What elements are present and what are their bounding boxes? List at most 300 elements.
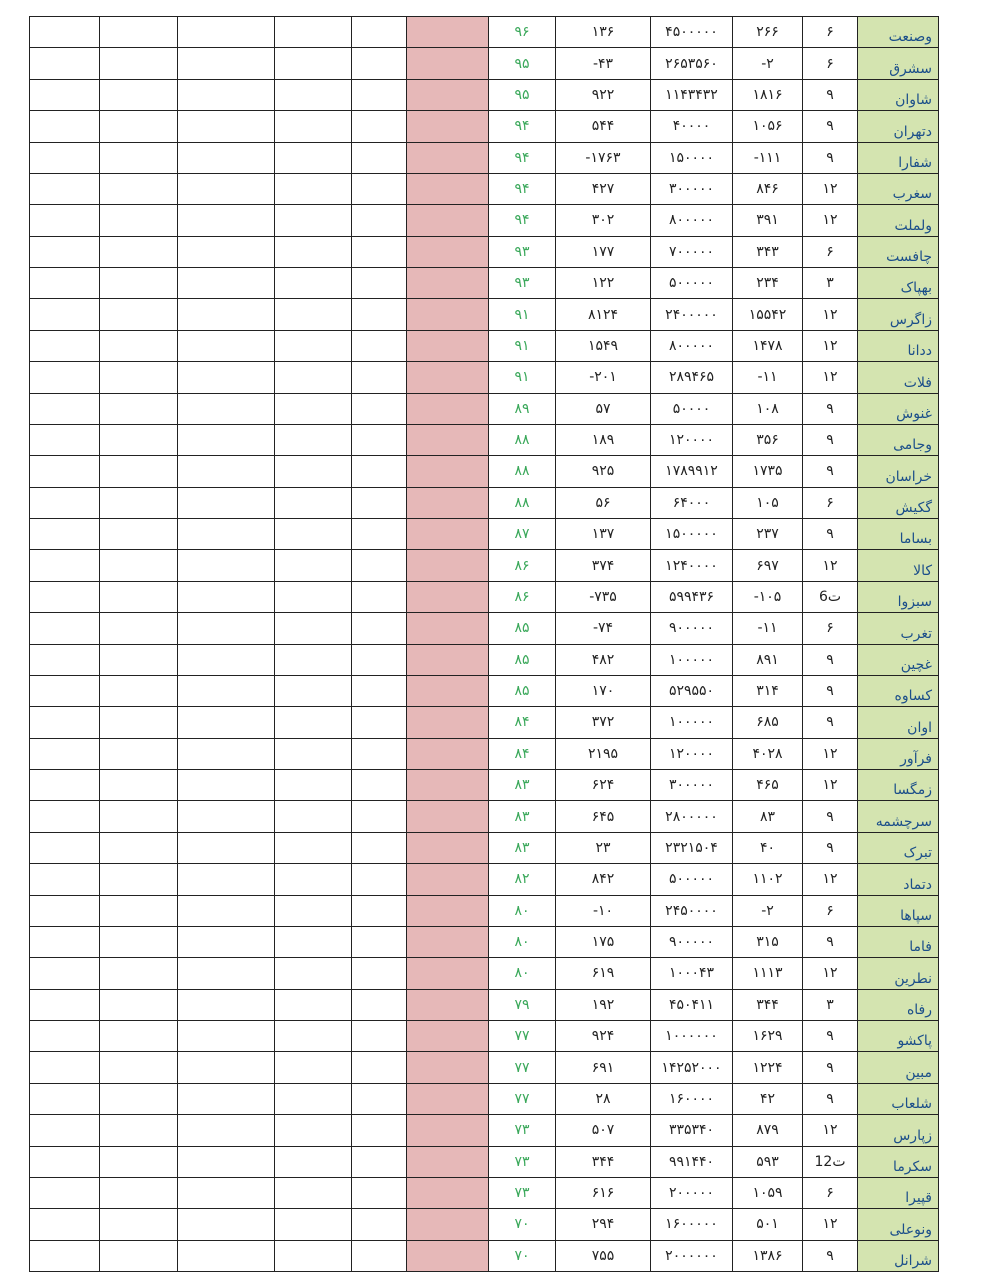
symbol-cell[interactable] (858, 738, 939, 769)
value-cell[interactable]: -۱۱ (733, 613, 803, 644)
empty-cell[interactable] (178, 989, 275, 1020)
period-cell[interactable]: ۱۲ (803, 362, 858, 393)
change-cell[interactable]: ۹۲۵ (556, 456, 651, 487)
volume-cell[interactable]: ۷۰۰۰۰۰ (651, 236, 733, 267)
empty-cell[interactable] (352, 487, 407, 518)
empty-cell[interactable] (352, 1146, 407, 1177)
empty-cell[interactable] (100, 1083, 178, 1114)
empty-cell[interactable] (30, 1177, 100, 1208)
empty-cell[interactable] (100, 236, 178, 267)
period-cell[interactable]: ۹ (803, 644, 858, 675)
volume-cell[interactable]: ۱۱۴۳۴۳۲ (651, 79, 733, 110)
volume-cell[interactable]: ۲۰۰۰۰۰۰ (651, 1240, 733, 1271)
value-cell[interactable]: ۳۵۶ (733, 424, 803, 455)
value-cell[interactable]: ۸۳ (733, 801, 803, 832)
change-cell[interactable]: ۶۱۹ (556, 958, 651, 989)
empty-cell[interactable] (275, 801, 352, 832)
score-cell[interactable]: ۸۳ (489, 770, 556, 801)
period-cell[interactable]: ۹ (803, 393, 858, 424)
symbol-cell[interactable] (858, 770, 939, 801)
empty-cell[interactable] (100, 519, 178, 550)
highlight-cell[interactable] (407, 926, 489, 957)
highlight-cell[interactable] (407, 675, 489, 706)
period-cell[interactable]: ۱۲ (803, 205, 858, 236)
highlight-cell[interactable] (407, 362, 489, 393)
symbol-cell[interactable] (858, 1052, 939, 1083)
value-cell[interactable]: ۳۹۱ (733, 205, 803, 236)
value-cell[interactable]: ۸۷۹ (733, 1115, 803, 1146)
empty-cell[interactable] (30, 1146, 100, 1177)
empty-cell[interactable] (275, 268, 352, 299)
empty-cell[interactable] (352, 519, 407, 550)
score-cell[interactable]: ۹۳ (489, 268, 556, 299)
empty-cell[interactable] (178, 832, 275, 863)
symbol-cell[interactable] (858, 362, 939, 393)
empty-cell[interactable] (275, 142, 352, 173)
change-cell[interactable]: ۵۷ (556, 393, 651, 424)
change-cell[interactable]: ۶۹۱ (556, 1052, 651, 1083)
score-cell[interactable]: ۹۴ (489, 205, 556, 236)
period-cell[interactable]: 12ت (803, 1146, 858, 1177)
change-cell[interactable]: ۸۴۲ (556, 864, 651, 895)
empty-cell[interactable] (30, 330, 100, 361)
score-cell[interactable]: ۹۴ (489, 173, 556, 204)
score-cell[interactable]: ۷۰ (489, 1240, 556, 1271)
empty-cell[interactable] (352, 456, 407, 487)
score-cell[interactable]: ۹۱ (489, 299, 556, 330)
score-cell[interactable]: ۸۶ (489, 581, 556, 612)
period-cell[interactable]: ۹ (803, 926, 858, 957)
symbol-cell[interactable] (858, 613, 939, 644)
empty-cell[interactable] (275, 644, 352, 675)
highlight-cell[interactable] (407, 1115, 489, 1146)
empty-cell[interactable] (100, 456, 178, 487)
empty-cell[interactable] (275, 613, 352, 644)
highlight-cell[interactable] (407, 707, 489, 738)
symbol-cell[interactable] (858, 393, 939, 424)
empty-cell[interactable] (352, 205, 407, 236)
change-cell[interactable]: ۶۴۵ (556, 801, 651, 832)
empty-cell[interactable] (178, 173, 275, 204)
change-cell[interactable]: ۱۵۴۹ (556, 330, 651, 361)
empty-cell[interactable] (30, 299, 100, 330)
empty-cell[interactable] (100, 393, 178, 424)
highlight-cell[interactable] (407, 864, 489, 895)
period-cell[interactable]: ۶ (803, 1177, 858, 1208)
empty-cell[interactable] (178, 424, 275, 455)
empty-cell[interactable] (178, 79, 275, 110)
value-cell[interactable]: ۴۲ (733, 1083, 803, 1114)
symbol-cell[interactable] (858, 644, 939, 675)
empty-cell[interactable] (178, 205, 275, 236)
empty-cell[interactable] (178, 487, 275, 518)
empty-cell[interactable] (30, 79, 100, 110)
volume-cell[interactable]: ۱۲۰۰۰۰ (651, 738, 733, 769)
change-cell[interactable]: ۱۸۹ (556, 424, 651, 455)
change-cell[interactable]: ۹۲۴ (556, 1021, 651, 1052)
empty-cell[interactable] (178, 675, 275, 706)
empty-cell[interactable] (178, 519, 275, 550)
volume-cell[interactable]: ۵۰۰۰۰۰ (651, 864, 733, 895)
empty-cell[interactable] (30, 581, 100, 612)
empty-cell[interactable] (30, 644, 100, 675)
symbol-cell[interactable] (858, 675, 939, 706)
empty-cell[interactable] (352, 48, 407, 79)
symbol-cell[interactable] (858, 1146, 939, 1177)
period-cell[interactable]: ۹ (803, 1083, 858, 1114)
empty-cell[interactable] (178, 17, 275, 48)
empty-cell[interactable] (100, 675, 178, 706)
score-cell[interactable]: ۹۴ (489, 142, 556, 173)
empty-cell[interactable] (275, 1209, 352, 1240)
empty-cell[interactable] (100, 989, 178, 1020)
empty-cell[interactable] (352, 1240, 407, 1271)
value-cell[interactable]: ۳۱۵ (733, 926, 803, 957)
score-cell[interactable]: ۸۳ (489, 801, 556, 832)
change-cell[interactable]: ۱۷۰ (556, 675, 651, 706)
empty-cell[interactable] (352, 550, 407, 581)
highlight-cell[interactable] (407, 895, 489, 926)
empty-cell[interactable] (275, 989, 352, 1020)
highlight-cell[interactable] (407, 1177, 489, 1208)
score-cell[interactable]: ۸۲ (489, 864, 556, 895)
period-cell[interactable]: ۱۲ (803, 738, 858, 769)
period-cell[interactable]: ۳ (803, 989, 858, 1020)
volume-cell[interactable]: ۹۹۱۴۴۰ (651, 1146, 733, 1177)
symbol-cell[interactable] (858, 1177, 939, 1208)
empty-cell[interactable] (30, 895, 100, 926)
empty-cell[interactable] (275, 832, 352, 863)
empty-cell[interactable] (30, 832, 100, 863)
empty-cell[interactable] (30, 958, 100, 989)
highlight-cell[interactable] (407, 236, 489, 267)
empty-cell[interactable] (352, 738, 407, 769)
period-cell[interactable]: ۶ (803, 236, 858, 267)
highlight-cell[interactable] (407, 79, 489, 110)
volume-cell[interactable]: ۵۰۰۰۰ (651, 393, 733, 424)
change-cell[interactable]: ۶۱۶ (556, 1177, 651, 1208)
empty-cell[interactable] (275, 362, 352, 393)
score-cell[interactable]: ۷۷ (489, 1083, 556, 1114)
empty-cell[interactable] (352, 299, 407, 330)
empty-cell[interactable] (275, 738, 352, 769)
volume-cell[interactable]: ۱۴۲۵۲۰۰۰ (651, 1052, 733, 1083)
empty-cell[interactable] (178, 1052, 275, 1083)
empty-cell[interactable] (352, 801, 407, 832)
period-cell[interactable]: ۱۲ (803, 1209, 858, 1240)
empty-cell[interactable] (352, 1115, 407, 1146)
change-cell[interactable]: ۱۷۵ (556, 926, 651, 957)
empty-cell[interactable] (30, 236, 100, 267)
value-cell[interactable]: ۱۴۷۸ (733, 330, 803, 361)
score-cell[interactable]: ۸۰ (489, 926, 556, 957)
change-cell[interactable]: ۵۰۷ (556, 1115, 651, 1146)
period-cell[interactable]: ۱۲ (803, 1115, 858, 1146)
volume-cell[interactable]: ۱۰۰۰۴۳ (651, 958, 733, 989)
highlight-cell[interactable] (407, 111, 489, 142)
highlight-cell[interactable] (407, 1021, 489, 1052)
volume-cell[interactable]: ۸۰۰۰۰۰ (651, 205, 733, 236)
empty-cell[interactable] (30, 613, 100, 644)
symbol-cell[interactable] (858, 299, 939, 330)
empty-cell[interactable] (178, 268, 275, 299)
score-cell[interactable]: ۷۳ (489, 1177, 556, 1208)
period-cell[interactable]: ۱۲ (803, 299, 858, 330)
score-cell[interactable]: ۹۱ (489, 362, 556, 393)
volume-cell[interactable]: ۱۶۰۰۰۰۰ (651, 1209, 733, 1240)
symbol-cell[interactable] (858, 550, 939, 581)
highlight-cell[interactable] (407, 801, 489, 832)
score-cell[interactable]: ۸۸ (489, 487, 556, 518)
empty-cell[interactable] (30, 1209, 100, 1240)
empty-cell[interactable] (30, 424, 100, 455)
change-cell[interactable]: -۲۰۱ (556, 362, 651, 393)
empty-cell[interactable] (275, 487, 352, 518)
value-cell[interactable]: ۵۰۱ (733, 1209, 803, 1240)
change-cell[interactable]: ۹۲۲ (556, 79, 651, 110)
empty-cell[interactable] (275, 895, 352, 926)
period-cell[interactable]: ۹ (803, 675, 858, 706)
empty-cell[interactable] (30, 362, 100, 393)
period-cell[interactable]: ۱۲ (803, 770, 858, 801)
volume-cell[interactable]: ۴۵۰۰۰۰۰ (651, 17, 733, 48)
empty-cell[interactable] (30, 111, 100, 142)
volume-cell[interactable]: ۲۸۹۴۶۵ (651, 362, 733, 393)
score-cell[interactable]: ۹۳ (489, 236, 556, 267)
highlight-cell[interactable] (407, 487, 489, 518)
volume-cell[interactable]: ۱۰۰۰۰۰ (651, 644, 733, 675)
value-cell[interactable]: ۶۹۷ (733, 550, 803, 581)
empty-cell[interactable] (100, 48, 178, 79)
empty-cell[interactable] (275, 926, 352, 957)
empty-cell[interactable] (178, 644, 275, 675)
change-cell[interactable]: ۷۵۵ (556, 1240, 651, 1271)
empty-cell[interactable] (178, 1209, 275, 1240)
change-cell[interactable]: ۴۲۷ (556, 173, 651, 204)
volume-cell[interactable]: ۲۳۲۱۵۰۴ (651, 832, 733, 863)
symbol-cell[interactable] (858, 1115, 939, 1146)
score-cell[interactable]: ۹۵ (489, 79, 556, 110)
empty-cell[interactable] (275, 111, 352, 142)
value-cell[interactable]: ۱۳۸۶ (733, 1240, 803, 1271)
score-cell[interactable]: ۹۴ (489, 111, 556, 142)
empty-cell[interactable] (178, 456, 275, 487)
change-cell[interactable]: ۶۲۴ (556, 770, 651, 801)
empty-cell[interactable] (30, 675, 100, 706)
value-cell[interactable]: ۱۰۵ (733, 487, 803, 518)
empty-cell[interactable] (275, 1146, 352, 1177)
highlight-cell[interactable] (407, 48, 489, 79)
change-cell[interactable]: ۲۳ (556, 832, 651, 863)
empty-cell[interactable] (352, 832, 407, 863)
score-cell[interactable]: ۷۳ (489, 1146, 556, 1177)
value-cell[interactable]: ۱۰۵۶ (733, 111, 803, 142)
symbol-cell[interactable] (858, 519, 939, 550)
score-cell[interactable]: ۸۸ (489, 424, 556, 455)
period-cell[interactable]: ۹ (803, 801, 858, 832)
empty-cell[interactable] (100, 581, 178, 612)
highlight-cell[interactable] (407, 205, 489, 236)
empty-cell[interactable] (100, 330, 178, 361)
empty-cell[interactable] (100, 958, 178, 989)
empty-cell[interactable] (275, 205, 352, 236)
change-cell[interactable]: ۸۱۲۴ (556, 299, 651, 330)
empty-cell[interactable] (30, 550, 100, 581)
empty-cell[interactable] (352, 770, 407, 801)
empty-cell[interactable] (275, 1177, 352, 1208)
empty-cell[interactable] (352, 173, 407, 204)
empty-cell[interactable] (275, 173, 352, 204)
volume-cell[interactable]: ۲۴۰۰۰۰۰ (651, 299, 733, 330)
empty-cell[interactable] (178, 330, 275, 361)
symbol-cell[interactable] (858, 456, 939, 487)
value-cell[interactable]: ۲۳۴ (733, 268, 803, 299)
volume-cell[interactable]: ۹۰۰۰۰۰ (651, 926, 733, 957)
highlight-cell[interactable] (407, 1146, 489, 1177)
volume-cell[interactable]: ۵۹۹۴۳۶ (651, 581, 733, 612)
value-cell[interactable]: ۱۷۳۵ (733, 456, 803, 487)
empty-cell[interactable] (30, 17, 100, 48)
empty-cell[interactable] (275, 299, 352, 330)
value-cell[interactable]: ۶۸۵ (733, 707, 803, 738)
empty-cell[interactable] (275, 48, 352, 79)
period-cell[interactable]: ۹ (803, 519, 858, 550)
symbol-cell[interactable] (858, 487, 939, 518)
symbol-cell[interactable] (858, 79, 939, 110)
empty-cell[interactable] (30, 205, 100, 236)
period-cell[interactable]: ۹ (803, 79, 858, 110)
score-cell[interactable]: ۹۶ (489, 17, 556, 48)
volume-cell[interactable]: ۱۵۰۰۰۰ (651, 142, 733, 173)
empty-cell[interactable] (100, 299, 178, 330)
symbol-cell[interactable] (858, 926, 939, 957)
value-cell[interactable]: -۱۱۱ (733, 142, 803, 173)
empty-cell[interactable] (352, 675, 407, 706)
empty-cell[interactable] (352, 330, 407, 361)
highlight-cell[interactable] (407, 330, 489, 361)
change-cell[interactable]: -۴۳ (556, 48, 651, 79)
empty-cell[interactable] (178, 393, 275, 424)
period-cell[interactable]: ۹ (803, 142, 858, 173)
empty-cell[interactable] (100, 1177, 178, 1208)
empty-cell[interactable] (275, 236, 352, 267)
period-cell[interactable]: ۱۲ (803, 958, 858, 989)
period-cell[interactable]: 6ت (803, 581, 858, 612)
change-cell[interactable]: ۵۶ (556, 487, 651, 518)
value-cell[interactable]: ۲۶۶ (733, 17, 803, 48)
empty-cell[interactable] (178, 1177, 275, 1208)
change-cell[interactable]: -۱۰ (556, 895, 651, 926)
empty-cell[interactable] (352, 1052, 407, 1083)
empty-cell[interactable] (178, 236, 275, 267)
period-cell[interactable]: ۶ (803, 487, 858, 518)
score-cell[interactable]: ۸۴ (489, 738, 556, 769)
empty-cell[interactable] (352, 79, 407, 110)
empty-cell[interactable] (275, 864, 352, 895)
empty-cell[interactable] (100, 424, 178, 455)
empty-cell[interactable] (178, 550, 275, 581)
volume-cell[interactable]: ۱۲۴۰۰۰۰ (651, 550, 733, 581)
volume-cell[interactable]: ۱۲۰۰۰۰ (651, 424, 733, 455)
highlight-cell[interactable] (407, 770, 489, 801)
volume-cell[interactable]: ۶۴۰۰۰ (651, 487, 733, 518)
empty-cell[interactable] (100, 738, 178, 769)
empty-cell[interactable] (100, 487, 178, 518)
value-cell[interactable]: ۱۶۲۹ (733, 1021, 803, 1052)
change-cell[interactable]: ۲۸ (556, 1083, 651, 1114)
highlight-cell[interactable] (407, 1240, 489, 1271)
empty-cell[interactable] (352, 424, 407, 455)
change-cell[interactable]: ۳۷۲ (556, 707, 651, 738)
score-cell[interactable]: ۷۳ (489, 1115, 556, 1146)
value-cell[interactable]: ۲۳۷ (733, 519, 803, 550)
empty-cell[interactable] (352, 393, 407, 424)
value-cell[interactable]: -۲ (733, 895, 803, 926)
highlight-cell[interactable] (407, 1052, 489, 1083)
change-cell[interactable]: ۲۱۹۵ (556, 738, 651, 769)
empty-cell[interactable] (100, 644, 178, 675)
empty-cell[interactable] (178, 864, 275, 895)
empty-cell[interactable] (30, 707, 100, 738)
value-cell[interactable]: ۴۶۵ (733, 770, 803, 801)
empty-cell[interactable] (100, 770, 178, 801)
empty-cell[interactable] (178, 581, 275, 612)
empty-cell[interactable] (352, 1083, 407, 1114)
score-cell[interactable]: ۷۹ (489, 989, 556, 1020)
empty-cell[interactable] (100, 205, 178, 236)
empty-cell[interactable] (275, 1115, 352, 1146)
empty-cell[interactable] (275, 79, 352, 110)
period-cell[interactable]: ۹ (803, 111, 858, 142)
empty-cell[interactable] (352, 864, 407, 895)
score-cell[interactable]: ۹۱ (489, 330, 556, 361)
volume-cell[interactable]: ۱۵۰۰۰۰۰ (651, 519, 733, 550)
empty-cell[interactable] (178, 362, 275, 393)
empty-cell[interactable] (352, 644, 407, 675)
value-cell[interactable]: ۴۰۲۸ (733, 738, 803, 769)
empty-cell[interactable] (30, 989, 100, 1020)
empty-cell[interactable] (100, 17, 178, 48)
highlight-cell[interactable] (407, 519, 489, 550)
highlight-cell[interactable] (407, 958, 489, 989)
volume-cell[interactable]: ۲۰۰۰۰۰ (651, 1177, 733, 1208)
empty-cell[interactable] (100, 832, 178, 863)
highlight-cell[interactable] (407, 173, 489, 204)
empty-cell[interactable] (352, 1209, 407, 1240)
volume-cell[interactable]: ۴۵۰۴۱۱ (651, 989, 733, 1020)
highlight-cell[interactable] (407, 142, 489, 173)
empty-cell[interactable] (30, 393, 100, 424)
period-cell[interactable]: ۶ (803, 895, 858, 926)
symbol-cell[interactable] (858, 173, 939, 204)
empty-cell[interactable] (352, 581, 407, 612)
value-cell[interactable]: ۱۰۸ (733, 393, 803, 424)
highlight-cell[interactable] (407, 989, 489, 1020)
period-cell[interactable]: ۹ (803, 424, 858, 455)
highlight-cell[interactable] (407, 738, 489, 769)
symbol-cell[interactable] (858, 142, 939, 173)
empty-cell[interactable] (30, 487, 100, 518)
empty-cell[interactable] (30, 142, 100, 173)
period-cell[interactable]: ۱۲ (803, 173, 858, 204)
score-cell[interactable]: ۸۰ (489, 958, 556, 989)
empty-cell[interactable] (30, 801, 100, 832)
volume-cell[interactable]: ۴۰۰۰۰ (651, 111, 733, 142)
empty-cell[interactable] (352, 895, 407, 926)
highlight-cell[interactable] (407, 613, 489, 644)
empty-cell[interactable] (100, 1021, 178, 1052)
empty-cell[interactable] (352, 17, 407, 48)
